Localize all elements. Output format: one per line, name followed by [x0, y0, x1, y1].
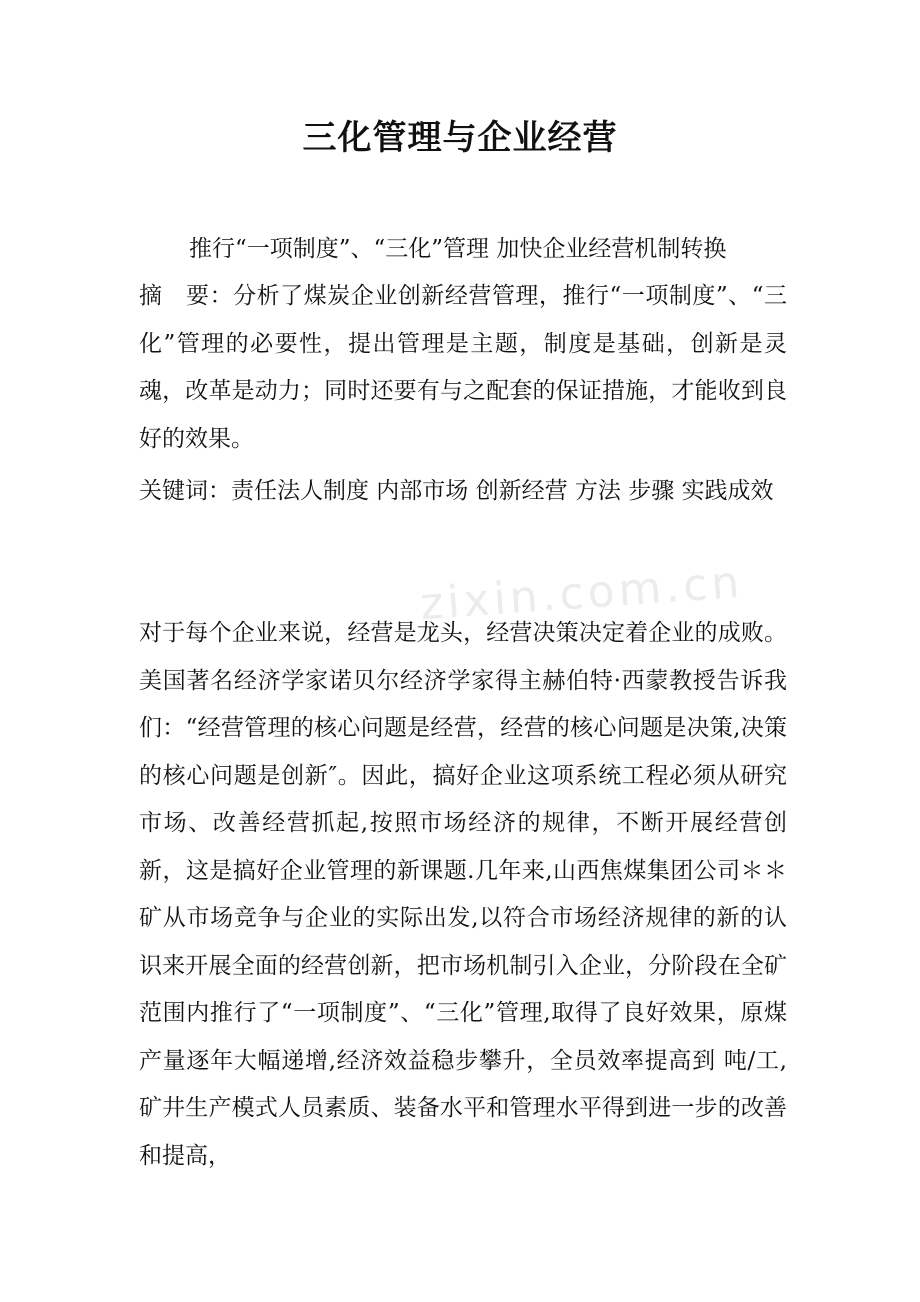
document-subtitle: 推行“一项制度”、“三化”管理 加快企业经营机制转换	[189, 236, 727, 262]
abstract-paragraph: 摘 要：分析了煤炭企业创新经营管理，推行“一项制度”、“三化”管理的必要性，提出管理是主题，制度是基础，创新是灵魂，改革是动力；同时还要有与之配套的保证措施，才能收到良好的效果。	[139, 283, 787, 452]
body-paragraph: 对于每个企业来说，经营是龙头，经营决策决定着企业的成败。美国著名经济学家诺贝尔经济学家得主赫伯特·西蒙教授告诉我们：“经营管理的核心问题是经营，经营的核心问题是决策,决策的核心问题是创新″。因此，搞好企业这项系统工程必须从研究市场、改善经营抓起,按照市场经济的规律，不断开展经营创新，这是搞好企业管理的新课题.几年来,山西焦煤集团公司＊＊矿从市场竞争与企业的实际出发,以符合市场经济规律的新的认识来开展全面的经营创新，把市场机制引入企业，分阶段在全矿范围内推行了“一项制度”、“三化”管理,取得了良好效果，原煤产量逐年大幅递增,经济效益稳步攀升，全员效率提高到 吨/工,矿井生产模式人员素质、装备水平和管理水平得到进一步的改善和提高，	[139, 620, 787, 1169]
watermark: zixin.com.cn	[418, 556, 745, 631]
document-title: 三化管理与企业经营	[302, 118, 618, 158]
keywords-paragraph: 关键词：责任法人制度 内部市场 创新经营 方法 步骤 实践成效	[139, 478, 774, 504]
